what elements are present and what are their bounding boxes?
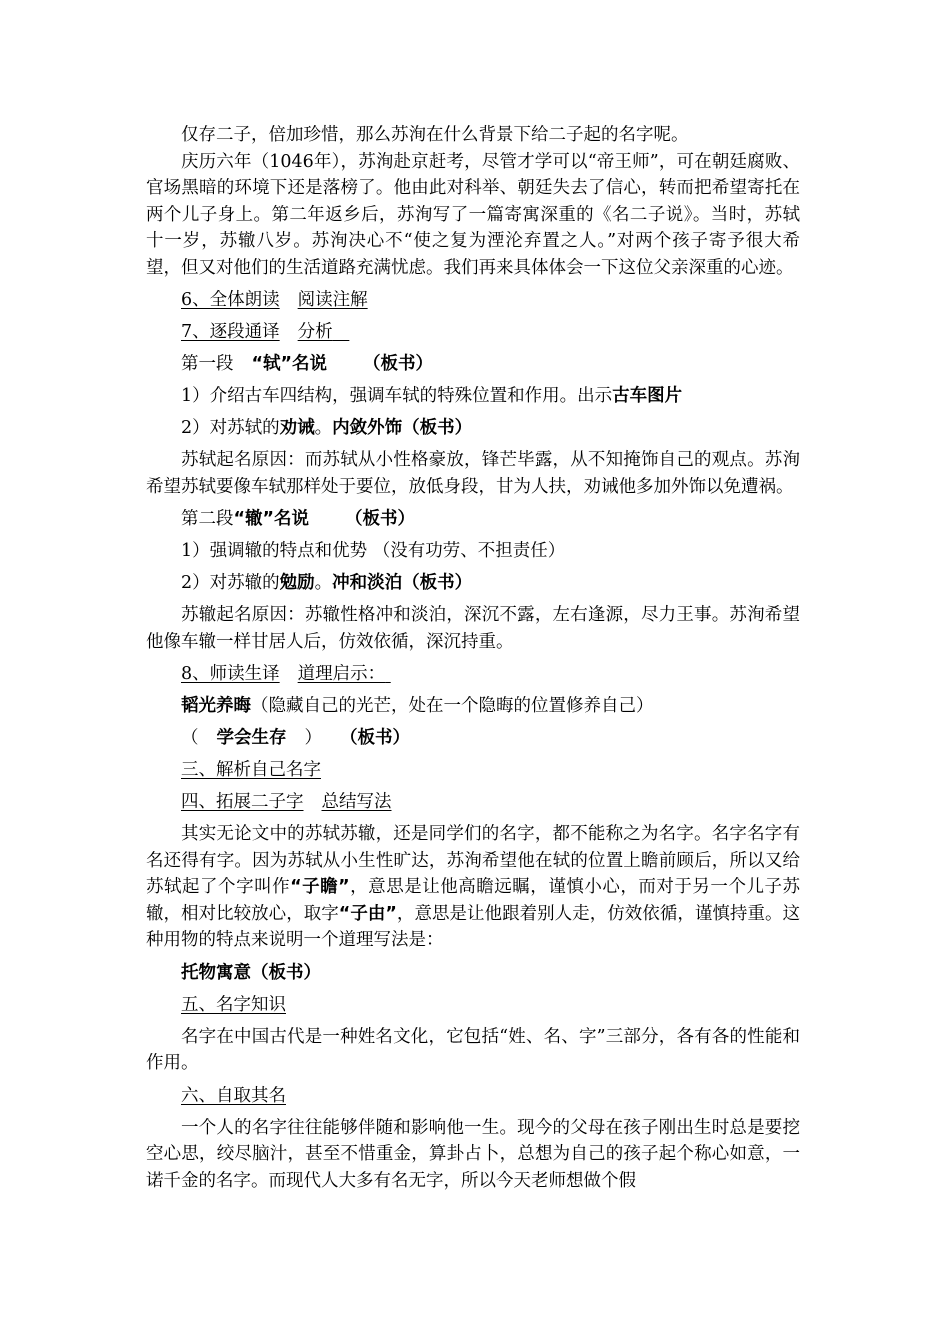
step-6-sub: 阅读注解 <box>297 290 368 310</box>
shi-point-1: 1）介绍古车四结构，强调车轼的特殊位置和作用。出示古车图片 <box>181 386 683 406</box>
taoguang-yanghui: 韬光养晦（隐藏自己的光芒，处在一个隐晦的位置修养自己） <box>181 696 654 716</box>
step-8-sub: 道理启示： <box>297 664 386 684</box>
zhe-point-1: 1）强调辙的特点和优势 （没有功劳、不担责任） <box>181 541 566 561</box>
shi-name-title: “轼”名说 <box>251 354 328 374</box>
paragraph-background: 庆历六年（1046年），苏洵赴京赶考，尽管才学可以“帝王师”，可在朝廷腐败、官场黑暗的环境下还是落榜了。他由此对科举、朝廷失去了信心，转而把希望寄托在两个儿子身上。第二年返乡后，苏洵写了一篇寄寓深重的《名二子说》。当时，苏轼十一岁，苏辙八岁。苏洵决心不“使之复为湮沦弃置之人。”对两个孩子寄予很大希望，但又对他们的生活道路充满忧虑。我们再来具体体会一下这位父亲深重的心迹。 <box>146 151 800 278</box>
tuowu-yuyi: 托物寓意（板书） <box>181 962 321 983</box>
section-3-heading: 三、解析自己名字 <box>181 760 321 780</box>
section-6-heading: 六、自取其名 <box>181 1085 286 1106</box>
step-8-title: 8、师读生译 <box>181 664 280 684</box>
board-note: （板书） <box>345 509 416 529</box>
paragraph-shi-reason: 苏轼起名原因：而苏轼从小性格豪放，锋芒毕露，从不知掩饰自己的观点。苏洵希望苏轼要像车轼那样处于要位，放低身段，甘为人扶，劝诫他多加外饰以免遭祸。 <box>146 450 800 497</box>
paragraph-name-knowledge: 名字在中国古代是一种姓名文化，它包括“姓、名、字”三部分，各有各的性能和作用。 <box>146 1026 800 1073</box>
paragraph-zhe-reason: 苏辙起名原因：苏辙性格冲和淡泊，深沉不露，左右逢源，尽力王事。苏洵希望他像车辙一样甘居人后，仿效依循，深沉持重。 <box>146 605 800 652</box>
step-6 <box>146 287 800 313</box>
step-7-sub: 分析 <box>297 322 333 342</box>
zhe-point-2: 2）对苏辙的勉励。冲和淡泊（板书） <box>181 573 473 593</box>
learn-to-survive: （ 学会生存 ） （板书） <box>181 728 410 748</box>
section-4-heading: 四、拓展二子字 总结写法 <box>181 792 392 812</box>
step-7-title: 7、逐段通译 <box>181 322 280 342</box>
step-6-title: 6、全体朗读 <box>181 290 280 310</box>
section-shi-heading: 第一段 “轼”名说 （板书） <box>181 354 434 374</box>
section-5-heading: 五、名字知识 <box>181 994 286 1015</box>
zhe-name-title: “辙”名说 <box>233 509 310 529</box>
board-note: （板书） <box>363 354 434 374</box>
shi-point-2: 2）对苏轼的劝诫。内敛外饰（板书） <box>181 418 473 438</box>
step-7 <box>146 319 800 345</box>
paragraph-intro: 仅存二子，倍加珍惜，那么苏洵在什么背景下给二子起的名字呢。 <box>181 125 689 145</box>
paragraph-choose-name: 一个人的名字往往能够伴随和影响他一生。现今的父母在孩子刚出生时总是要挖空心思，绞尽脑汁，甚至不惜重金，算卦占卜，总想为自己的孩子起个称心如意，一诺千金的名字。而现代人大多有名无字，所以今天老师想做个假 <box>146 1117 800 1191</box>
step-8 <box>146 661 800 687</box>
paragraph-courtesy-names: 其实无论文中的苏轼苏辙，还是同学们的名字，都不能称之为名字。名字名字有名还得有字。因为苏轼从小生性旷达，苏洵希望他在轼的位置上瞻前顾后，所以又给苏轼起了个字叫作“子瞻”，意思是让他高瞻远瞩，谨慎小心，而对于另一个儿子苏辙，相对比较放心，取字“子由”，意思是让他跟着别人走，仿效依循，谨慎持重。这种用物的特点来说明一个道理写法是： <box>146 824 801 950</box>
section-zhe-heading: 第二段“辙”名说 （板书） <box>181 509 416 529</box>
